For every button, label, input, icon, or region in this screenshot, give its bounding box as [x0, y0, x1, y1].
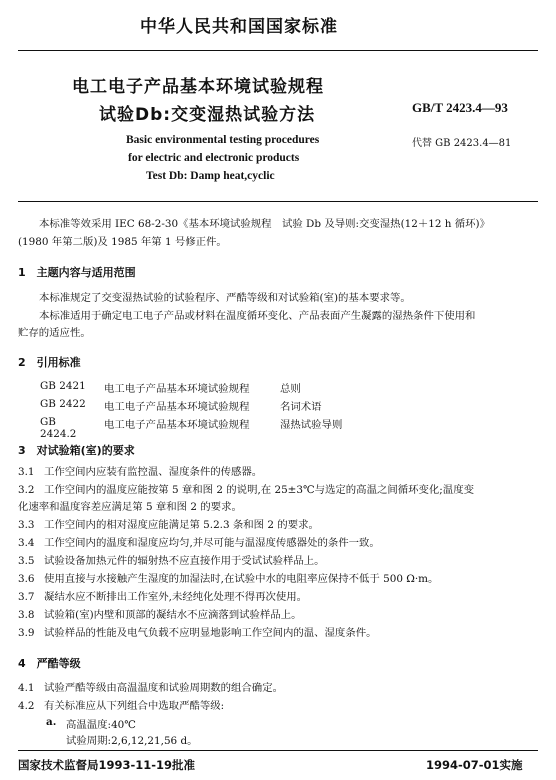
- footer-rule: [18, 750, 538, 751]
- clause-text: 凝结水应不断排出工作室外,未经纯化处理不得再次使用。: [44, 591, 308, 603]
- clause-3-3: [18, 517, 538, 533]
- title-cn-line2: 试验Db:交变湿热试验方法: [99, 105, 316, 125]
- clause-number: 3.4: [18, 537, 35, 549]
- sub-item-line2: 试验周期:2,6,12,21,56 d。: [66, 735, 198, 747]
- standard-number: GB/T 2423.4—93: [412, 100, 508, 115]
- approval-line: 国家技术监督局1993-11-19批准: [18, 758, 196, 772]
- clause-number: 4.1: [18, 682, 35, 694]
- title-en-line1: Basic environmental testing procedures: [126, 134, 320, 146]
- reference-row: [40, 380, 301, 395]
- clause-3-5: [18, 553, 538, 569]
- clause-text: 试验严酷等级由高温温度和试验周期数的组合确定。: [44, 682, 283, 694]
- clause-3-8: [18, 607, 538, 623]
- clause-3-9: [18, 625, 538, 641]
- clause-4-2: [18, 698, 538, 714]
- clause-3-7: [18, 589, 538, 605]
- clause-number: 3.2: [18, 484, 35, 496]
- clause-3-6: [18, 571, 538, 587]
- clause-text: 工作空间内应装有监控温、湿度条件的传感器。: [44, 466, 263, 478]
- clause-text: 工作空间内的相对湿度应能满足第 5.2.3 条和图 2 的要求。: [44, 519, 319, 531]
- clause-text: 有关标准应从下列组合中选取严酷等级:: [44, 700, 225, 712]
- clause-text: 使用直接与水接触产生湿度的加湿法时,在试验中水的电阻率应保持不低于 500 Ω·m。: [44, 573, 439, 585]
- section-1-para1: 本标准规定了交变湿热试验的试验程序、严酷等级和对试验箱(室)的基本要求等。: [39, 292, 411, 304]
- clause-3-4: [18, 535, 538, 551]
- section-1-heading: 1 主题内容与适用范围: [18, 266, 136, 279]
- clause-number: 4.2: [18, 700, 35, 712]
- sub-item-label: a.: [46, 716, 57, 728]
- clause-number: 3.1: [18, 466, 35, 478]
- clause-3-2-continued: 化速率和温度容差应满足第 5 章和图 2 的要求。: [18, 501, 242, 513]
- clause-number: 3.5: [18, 555, 35, 567]
- clause-number: 3.6: [18, 573, 35, 585]
- replaces-standard: 代替 GB 2423.4—81: [412, 138, 512, 149]
- reference-code: GB 2424.2: [40, 416, 77, 440]
- clause-number: 3.9: [18, 627, 35, 639]
- intro-line2: (1980 年第二版)及 1985 年第 1 号修正件。: [18, 236, 227, 248]
- section-1-para2-line1: 本标准适用于确定电工电子产品或材料在温度循环变化、产品表面产生凝露的湿热条件下使用和: [39, 310, 476, 322]
- reference-row: [40, 398, 322, 413]
- clause-number: 3.8: [18, 609, 35, 621]
- reference-part: 名词术语: [280, 401, 322, 413]
- title-rule: [18, 201, 538, 202]
- section-2-heading: 2 引用标准: [18, 356, 81, 369]
- reference-part: 总则: [280, 383, 301, 395]
- implementation-date: 1994-07-01实施: [426, 758, 523, 772]
- clause-3-2: [18, 482, 538, 498]
- reference-part: 湿热试验导则: [280, 419, 343, 431]
- title-en-line3: Test Db: Damp heat,cyclic: [146, 170, 275, 182]
- reference-code: GB 2422: [40, 398, 86, 410]
- section-1-para2-line2: 贮存的适应性。: [18, 327, 91, 339]
- reference-title: 电工电子产品基本环境试验规程: [104, 401, 250, 413]
- reference-code: GB 2421: [40, 380, 86, 392]
- reference-title: 电工电子产品基本环境试验规程: [104, 419, 250, 431]
- clause-text: 试验样品的性能及电气负载不应明显地影响工作空间内的温、湿度条件。: [44, 627, 377, 639]
- clause-text: 工作空间内的温度应能按第 5 章和图 2 的说明,在 25±3℃与选定的高温之间循环变化;温度变: [44, 484, 474, 496]
- section-3-heading: 3 对试验箱(室)的要求: [18, 444, 135, 457]
- clause-text: 试验箱(室)内壁和顶部的凝结水不应滴落到试验样品上。: [44, 609, 302, 621]
- clause-4-1: [18, 680, 538, 696]
- title-cn-line1: 电工电子产品基本环境试验规程: [72, 77, 324, 97]
- title-en-line2: for electric and electronic products: [128, 152, 300, 164]
- issuing-org: 中华人民共和国国家标准: [140, 17, 338, 37]
- sub-item-line1: 高温温度:40℃: [66, 719, 136, 731]
- clause-number: 3.7: [18, 591, 35, 603]
- clause-number: 3.3: [18, 519, 35, 531]
- reference-title: 电工电子产品基本环境试验规程: [104, 383, 250, 395]
- intro-line1: 本标准等效采用 IEC 68-2-30《基本环境试验规程 试验 Db 及导则:交变湿热(12＋12 h 循环)》: [39, 218, 490, 230]
- clause-3-1: [18, 464, 538, 480]
- header-rule: [18, 50, 538, 51]
- clause-text: 工作空间内的温度和湿度应均匀,并尽可能与温湿度传感器处的条件一致。: [44, 537, 380, 549]
- reference-row: [40, 416, 342, 440]
- section-4-heading: 4 严酷等级: [18, 657, 81, 670]
- clause-text: 试验设备加热元件的辐射热不应直接作用于受试试验样品上。: [44, 555, 325, 567]
